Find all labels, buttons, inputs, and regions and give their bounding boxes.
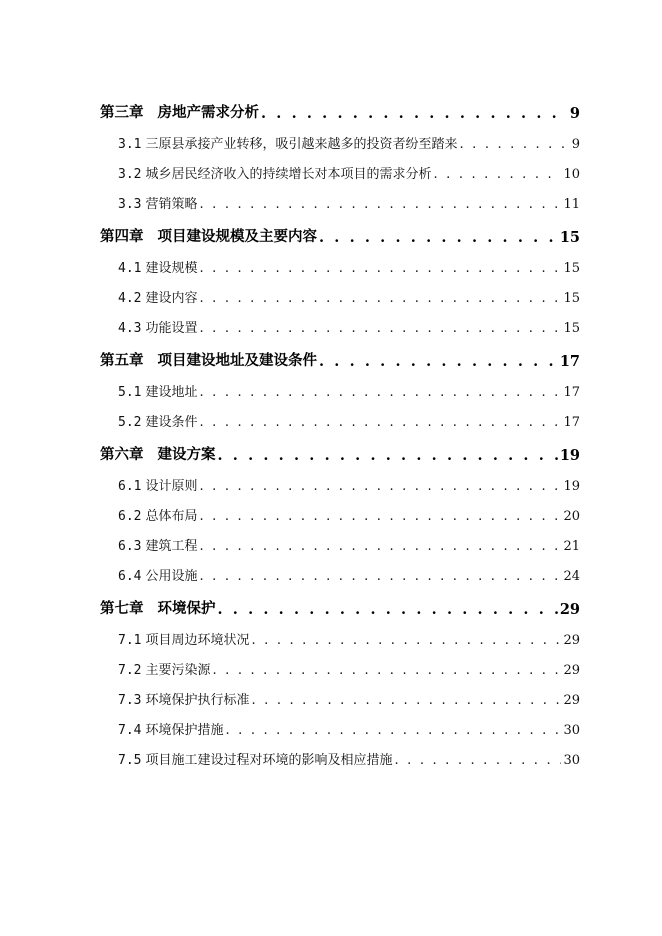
toc-page-number: 17 bbox=[563, 385, 580, 400]
toc-entry-title bbox=[118, 411, 198, 430]
toc-entry-title bbox=[100, 225, 317, 246]
toc-entry-number: 6.4 bbox=[118, 569, 142, 584]
toc-entry-title bbox=[100, 597, 216, 618]
toc-page-number: 10 bbox=[563, 167, 580, 182]
toc-entry-text: 房地产需求分析 bbox=[157, 104, 259, 121]
dot-leader bbox=[434, 167, 562, 182]
dot-leader bbox=[319, 229, 558, 246]
toc-entry-text: 设计原则 bbox=[145, 479, 198, 494]
toc-entry-number: 6.2 bbox=[118, 509, 142, 524]
toc-entry-text: 环境保护执行标准 bbox=[145, 693, 250, 708]
dot-leader bbox=[200, 321, 562, 336]
toc-entry-title bbox=[118, 287, 198, 306]
toc-entry-number: 4.1 bbox=[118, 261, 142, 276]
toc-entry-text: 建筑工程 bbox=[145, 539, 198, 554]
dot-leader bbox=[460, 137, 570, 152]
toc-chapter-entry[interactable] bbox=[100, 212, 580, 246]
toc-entry-number: 第四章 bbox=[100, 228, 144, 245]
dot-leader bbox=[200, 479, 562, 494]
toc-entry-text: 公用设施 bbox=[145, 569, 198, 584]
dot-leader bbox=[218, 601, 558, 618]
toc-section-entry[interactable] bbox=[100, 708, 580, 738]
toc-page-number: 29 bbox=[563, 663, 580, 678]
toc-entry-text: 建设地址 bbox=[145, 385, 198, 400]
toc-entry-text: 项目建设规模及主要内容 bbox=[157, 228, 317, 245]
dot-leader bbox=[200, 415, 562, 430]
toc-entry-text: 城乡居民经济收入的持续增长对本项目的需求分析 bbox=[145, 167, 432, 182]
toc-page-number: 11 bbox=[563, 197, 580, 212]
toc-page-number: 9 bbox=[569, 105, 580, 122]
toc-entry-text: 功能设置 bbox=[145, 321, 198, 336]
toc-page-number: 15 bbox=[559, 229, 580, 246]
toc-page-number: 19 bbox=[563, 479, 580, 494]
toc-page-number: 15 bbox=[563, 321, 580, 336]
dot-leader bbox=[200, 261, 562, 276]
toc-entry-number: 第六章 bbox=[100, 446, 144, 463]
dot-leader bbox=[213, 663, 562, 678]
toc-entry-text: 项目周边环境状况 bbox=[145, 633, 250, 648]
dot-leader bbox=[395, 753, 562, 768]
toc-section-entry[interactable] bbox=[100, 276, 580, 306]
toc-page-number: 17 bbox=[563, 415, 580, 430]
toc-page-number: 29 bbox=[559, 601, 580, 618]
toc-chapter-entry[interactable] bbox=[100, 88, 580, 122]
toc-entry-title bbox=[118, 565, 198, 584]
toc-page-number: 29 bbox=[563, 693, 580, 708]
toc-section-entry[interactable] bbox=[100, 246, 580, 276]
toc-entry-text: 总体布局 bbox=[145, 509, 198, 524]
toc-section-entry[interactable] bbox=[100, 182, 580, 212]
toc-entry-title bbox=[118, 719, 224, 738]
toc-entry-text: 项目施工建设过程对环境的影响及相应措施 bbox=[145, 753, 393, 768]
toc-page-number: 17 bbox=[559, 353, 580, 370]
toc-entry-number: 5.1 bbox=[118, 385, 142, 400]
toc-chapter-entry[interactable] bbox=[100, 430, 580, 464]
toc-section-entry[interactable] bbox=[100, 524, 580, 554]
toc-entry-number: 3.1 bbox=[118, 137, 142, 152]
toc-page-number: 9 bbox=[571, 137, 580, 152]
toc-entry-number: 3.3 bbox=[118, 197, 142, 212]
toc-entry-number: 7.2 bbox=[118, 663, 142, 678]
dot-leader bbox=[226, 723, 562, 738]
toc-entry-text: 三原县承接产业转移，吸引越来越多的投资者纷至踏来 bbox=[145, 137, 458, 152]
toc-entry-text: 营销策略 bbox=[145, 197, 198, 212]
toc-section-entry[interactable] bbox=[100, 554, 580, 584]
toc-page-number: 21 bbox=[563, 539, 580, 554]
toc-page-number: 30 bbox=[563, 723, 580, 738]
dot-leader bbox=[261, 105, 568, 122]
toc-entry-title bbox=[118, 659, 211, 678]
toc-entry-title bbox=[118, 475, 198, 494]
toc-section-entry[interactable] bbox=[100, 400, 580, 430]
toc-entry-number: 第七章 bbox=[100, 600, 144, 617]
toc-entry-text: 建设条件 bbox=[145, 415, 198, 430]
toc-entry-text: 建设内容 bbox=[145, 291, 198, 306]
toc-entry-title bbox=[100, 443, 216, 464]
dot-leader bbox=[200, 509, 562, 524]
dot-leader bbox=[200, 197, 562, 212]
dot-leader bbox=[200, 539, 562, 554]
toc-entry-number: 7.4 bbox=[118, 723, 142, 738]
toc-entry-title bbox=[118, 193, 198, 212]
dot-leader bbox=[200, 385, 562, 400]
toc-entry-number: 6.1 bbox=[118, 479, 142, 494]
toc-section-entry[interactable] bbox=[100, 306, 580, 336]
toc-page-number: 15 bbox=[563, 291, 580, 306]
toc-entry-title bbox=[118, 133, 458, 152]
toc-page-number: 29 bbox=[563, 633, 580, 648]
toc-entry-number: 3.2 bbox=[118, 167, 142, 182]
toc-section-entry[interactable] bbox=[100, 494, 580, 524]
dot-leader bbox=[218, 447, 558, 464]
toc-chapter-entry[interactable] bbox=[100, 336, 580, 370]
toc-entry-number: 7.5 bbox=[118, 753, 142, 768]
toc-entry-text: 建设方案 bbox=[157, 446, 216, 463]
toc-entry-text: 环境保护措施 bbox=[145, 723, 224, 738]
toc-section-entry[interactable] bbox=[100, 122, 580, 152]
toc-entry-title bbox=[100, 101, 259, 122]
toc-section-entry[interactable] bbox=[100, 152, 580, 182]
toc-entry-title bbox=[118, 505, 198, 524]
toc-entry-number: 7.3 bbox=[118, 693, 142, 708]
dot-leader bbox=[252, 633, 562, 648]
toc-entry-title bbox=[100, 349, 317, 370]
toc-entry-number: 4.3 bbox=[118, 321, 142, 336]
toc-entry-number: 6.3 bbox=[118, 539, 142, 554]
toc-entry-title bbox=[118, 749, 393, 768]
toc-entry-title bbox=[118, 381, 198, 400]
toc-entry-number: 7.1 bbox=[118, 633, 142, 648]
toc-section-entry[interactable] bbox=[100, 370, 580, 400]
toc-entry-title bbox=[118, 257, 198, 276]
toc-entry-number: 5.2 bbox=[118, 415, 142, 430]
toc-section-entry[interactable] bbox=[100, 678, 580, 708]
toc-section-entry[interactable] bbox=[100, 618, 580, 648]
toc-page-number: 19 bbox=[559, 447, 580, 464]
toc-entry-number: 第五章 bbox=[100, 352, 144, 369]
toc-entry-title bbox=[118, 689, 250, 708]
toc-chapter-entry[interactable] bbox=[100, 584, 580, 618]
toc-section-entry[interactable] bbox=[100, 464, 580, 494]
toc-entry-text: 主要污染源 bbox=[145, 663, 211, 678]
toc-entry-title bbox=[118, 535, 198, 554]
toc-page-number: 30 bbox=[563, 753, 580, 768]
dot-leader bbox=[200, 569, 562, 584]
toc-page-number: 15 bbox=[563, 261, 580, 276]
dot-leader bbox=[319, 353, 558, 370]
table-of-contents bbox=[100, 88, 580, 768]
toc-section-entry[interactable] bbox=[100, 738, 580, 768]
toc-page-number: 20 bbox=[563, 509, 580, 524]
toc-entry-title bbox=[118, 317, 198, 336]
toc-entry-title bbox=[118, 629, 250, 648]
toc-entry-number: 第三章 bbox=[100, 104, 144, 121]
toc-entry-text: 项目建设地址及建设条件 bbox=[157, 352, 317, 369]
toc-entry-title bbox=[118, 163, 432, 182]
dot-leader bbox=[200, 291, 562, 306]
toc-section-entry[interactable] bbox=[100, 648, 580, 678]
toc-entry-text: 建设规模 bbox=[145, 261, 198, 276]
toc-entry-text: 环境保护 bbox=[157, 600, 216, 617]
toc-entry-number: 4.2 bbox=[118, 291, 142, 306]
toc-page-number: 24 bbox=[563, 569, 580, 584]
dot-leader bbox=[252, 693, 562, 708]
